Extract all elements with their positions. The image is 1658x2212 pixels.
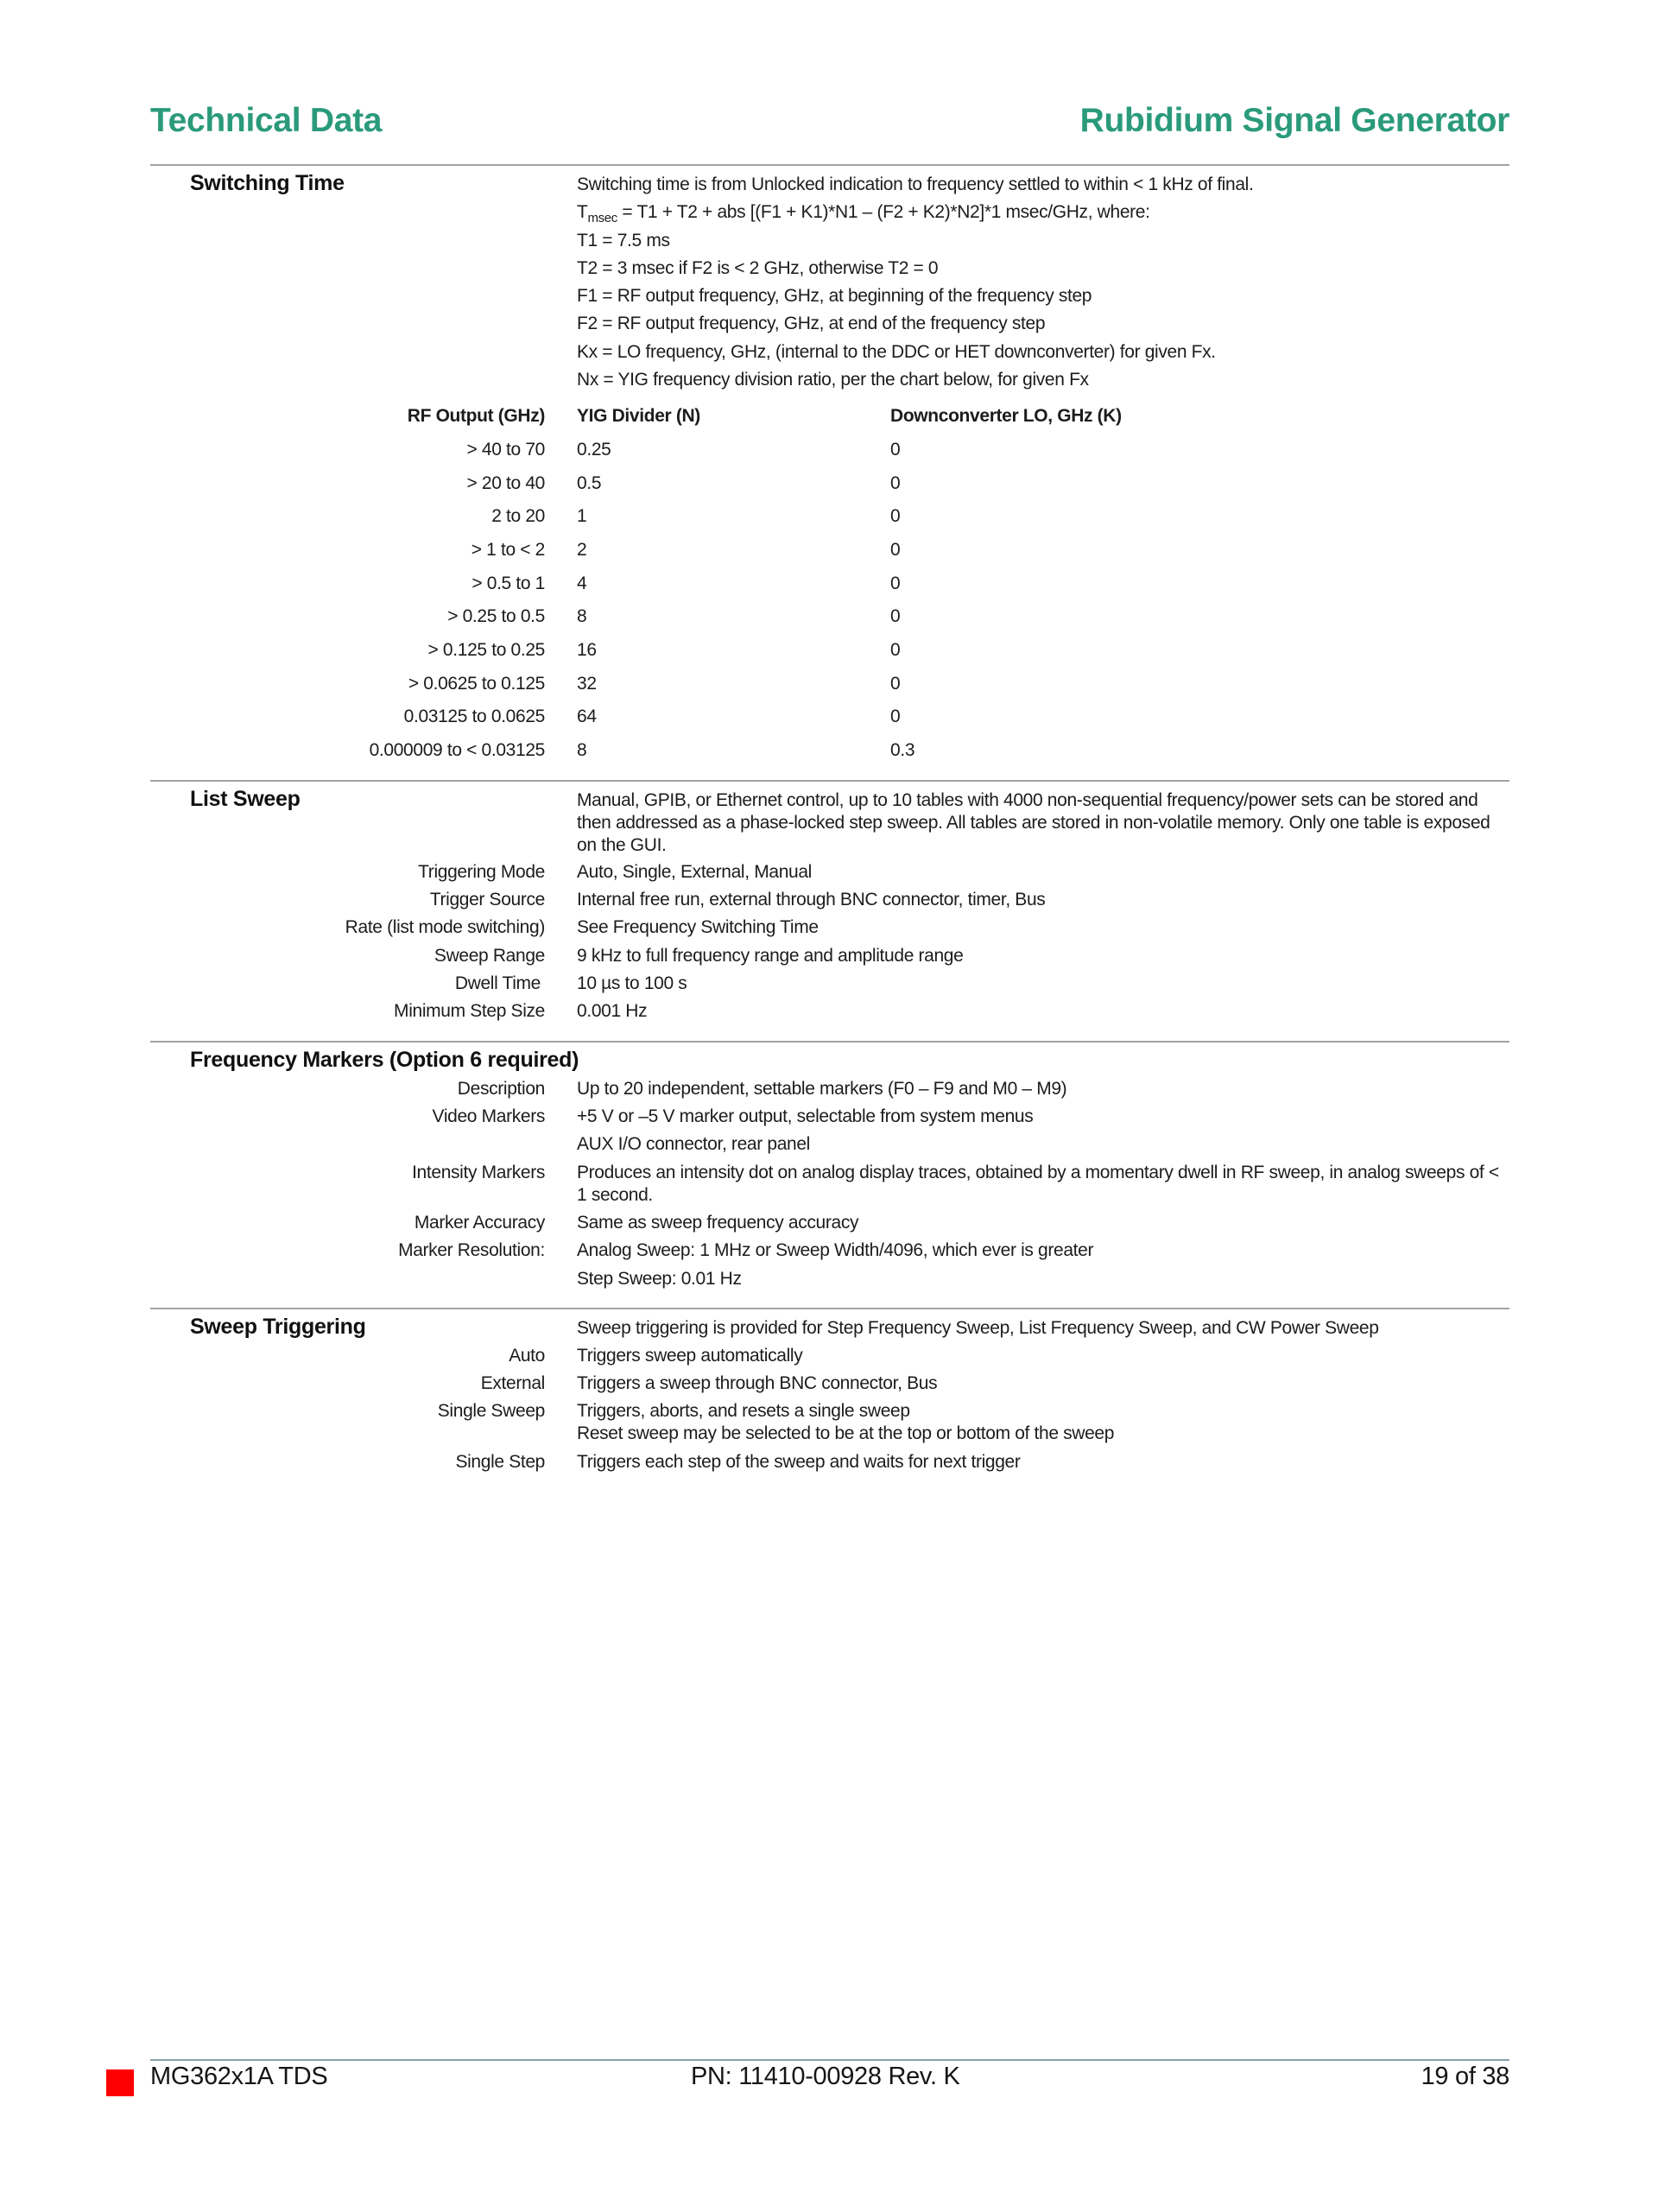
cell-rf-output: 0.03125 to 0.0625 xyxy=(403,707,545,726)
spec-value: Same as sweep frequency accuracy xyxy=(577,1213,859,1233)
section-divider xyxy=(150,164,1509,166)
cell-yig-divider: 8 xyxy=(577,606,587,626)
spec-value: 9 kHz to full frequency range and amplitude range xyxy=(577,946,964,966)
cell-yig-divider: 32 xyxy=(577,674,597,694)
section-title-list-sweep: List Sweep xyxy=(190,787,301,811)
formula-def-f2: F2 = RF output frequency, GHz, at end of the frequency step xyxy=(577,314,1046,333)
section-title-frequency-markers: Frequency Markers (Option 6 required) xyxy=(190,1048,579,1072)
spec-label: Rate (list mode switching) xyxy=(345,917,545,937)
cell-rf-output: > 0.125 to 0.25 xyxy=(427,640,545,660)
spec-value: Triggers a sweep through BNC connector, Bus xyxy=(577,1373,938,1393)
spec-value: Auto, Single, External, Manual xyxy=(577,862,812,882)
brand-mark-icon xyxy=(106,2069,134,2096)
spec-label: Intensity Markers xyxy=(412,1163,545,1182)
cell-yig-divider: 16 xyxy=(577,640,597,660)
section-divider xyxy=(150,1041,1509,1043)
spec-label: Minimum Step Size xyxy=(394,1001,545,1021)
spec-value: Triggers each step of the sweep and waits for next trigger xyxy=(577,1452,1021,1472)
cell-lo: 0 xyxy=(890,640,901,660)
section-divider xyxy=(150,1308,1509,1309)
spec-label: Sweep Range xyxy=(433,946,545,966)
formula-subscript: msec xyxy=(587,211,617,225)
cell-yig-divider: 1 xyxy=(577,506,587,526)
spec-label: Single Sweep xyxy=(437,1401,545,1421)
cell-lo: 0 xyxy=(890,540,901,560)
spec-label: External xyxy=(480,1373,545,1393)
cell-rf-output: > 0.25 to 0.5 xyxy=(447,606,545,626)
spec-value: See Frequency Switching Time xyxy=(577,917,819,937)
cell-lo: 0 xyxy=(890,574,901,593)
cell-yig-divider: 64 xyxy=(577,707,597,726)
spec-value: Triggers sweep automatically xyxy=(577,1346,803,1366)
section-title-switching-time: Switching Time xyxy=(190,171,345,195)
cell-rf-output: > 40 to 70 xyxy=(466,440,545,460)
footer-divider xyxy=(150,2059,1509,2061)
spec-label: Description xyxy=(457,1079,545,1099)
column-header-rf-output: RF Output (GHz) xyxy=(407,406,545,426)
spec-value: Reset sweep may be selected to be at the top or bottom of the sweep xyxy=(577,1423,1115,1443)
spec-value: Analog Sweep: 1 MHz or Sweep Width/4096, which ever is greater xyxy=(577,1240,1094,1260)
footer-page-number: 19 of 38 xyxy=(1421,2063,1509,2090)
cell-rf-output: > 0.5 to 1 xyxy=(471,574,545,593)
product-title: Rubidium Signal Generator xyxy=(1079,102,1509,139)
cell-rf-output: 0.000009 to < 0.03125 xyxy=(369,740,545,760)
cell-yig-divider: 8 xyxy=(577,740,587,760)
spec-value: Up to 20 independent, settable markers (F0 – F9 and M0 – M9) xyxy=(577,1079,1067,1099)
switching-description: Switching time is from Unlocked indication to frequency settled to within < 1 kHz of final. xyxy=(577,174,1254,194)
formula-def-kx: Kx = LO frequency, GHz, (internal to the DDC or HET downconverter) for given Fx. xyxy=(577,342,1216,362)
cell-lo: 0 xyxy=(890,506,901,526)
spec-label: Video Markers xyxy=(432,1106,545,1126)
cell-lo: 0.3 xyxy=(890,740,915,760)
section-divider xyxy=(150,780,1509,782)
spec-value: Triggers, aborts, and resets a single sweep xyxy=(577,1401,910,1421)
spec-label: Marker Resolution: xyxy=(398,1240,545,1260)
formula-symbol: T xyxy=(577,202,588,222)
page-header xyxy=(150,102,1509,154)
spec-value: Produces an intensity dot on analog display traces, obtained by a momentary dwell in RF sweep, in analog sweeps of < 1 second. xyxy=(577,1163,1499,1205)
cell-yig-divider: 0.25 xyxy=(577,440,611,460)
section-title-sweep-triggering: Sweep Triggering xyxy=(190,1315,366,1339)
formula-body: = T1 + T2 + abs [(F1 + K1)*N1 – (F2 + K2)*N2]*1 msec/GHz, where: xyxy=(622,202,1150,222)
spec-label: Auto xyxy=(509,1346,545,1366)
formula-def-t1: T1 = 7.5 ms xyxy=(577,231,670,250)
cell-lo: 0 xyxy=(890,473,901,493)
cell-rf-output: > 20 to 40 xyxy=(466,473,545,493)
cell-rf-output: > 1 to < 2 xyxy=(471,540,545,560)
cell-yig-divider: 0.5 xyxy=(577,473,602,493)
spec-value: +5 V or –5 V marker output, selectable from system menus xyxy=(577,1106,1034,1126)
page-title: Technical Data xyxy=(150,102,383,139)
spec-value: Step Sweep: 0.01 Hz xyxy=(577,1269,742,1289)
cell-rf-output: 2 to 20 xyxy=(491,506,545,526)
footer-doc-name: MG362x1A TDS xyxy=(150,2063,328,2090)
cell-lo: 0 xyxy=(890,440,901,460)
list-sweep-description: Manual, GPIB, or Ethernet control, up to 10 tables with 4000 non-sequential frequency/power sets can be stored and then addressed as a phase-locked step sweep. All tables are stored in non-volatile memory. Only one table is exposed on the GUI. xyxy=(577,790,1490,855)
switching-formula xyxy=(577,201,1509,224)
spec-value: AUX I/O connector, rear panel xyxy=(577,1134,810,1154)
column-header-downconverter-lo: Downconverter LO, GHz (K) xyxy=(890,406,1122,426)
cell-yig-divider: 4 xyxy=(577,574,587,593)
formula-def-t2: T2 = 3 msec if F2 is < 2 GHz, otherwise T2 = 0 xyxy=(577,258,939,278)
cell-rf-output: > 0.0625 to 0.125 xyxy=(408,674,545,694)
cell-lo: 0 xyxy=(890,707,901,726)
spec-label: Triggering Mode xyxy=(418,862,545,882)
sweep-triggering-description: Sweep triggering is provided for Step Frequency Sweep, List Frequency Sweep, and CW Power Sweep xyxy=(577,1318,1379,1338)
cell-lo: 0 xyxy=(890,606,901,626)
spec-label: Dwell Time xyxy=(454,973,541,993)
cell-yig-divider: 2 xyxy=(577,540,587,560)
spec-label: Single Step xyxy=(455,1452,545,1472)
column-header-yig-divider: YIG Divider (N) xyxy=(577,406,700,426)
formula-def-f1: F1 = RF output frequency, GHz, at beginning of the frequency step xyxy=(577,286,1092,306)
footer-part-number: PN: 11410-00928 Rev. K xyxy=(691,2063,960,2090)
spec-value: 10 µs to 100 s xyxy=(577,973,687,993)
spec-label: Trigger Source xyxy=(429,890,545,910)
spec-label: Marker Accuracy xyxy=(414,1213,545,1233)
spec-value: Internal free run, external through BNC connector, timer, Bus xyxy=(577,890,1046,910)
spec-value: 0.001 Hz xyxy=(577,1001,648,1021)
cell-lo: 0 xyxy=(890,674,901,694)
formula-def-nx: Nx = YIG frequency division ratio, per the chart below, for given Fx xyxy=(577,370,1089,390)
